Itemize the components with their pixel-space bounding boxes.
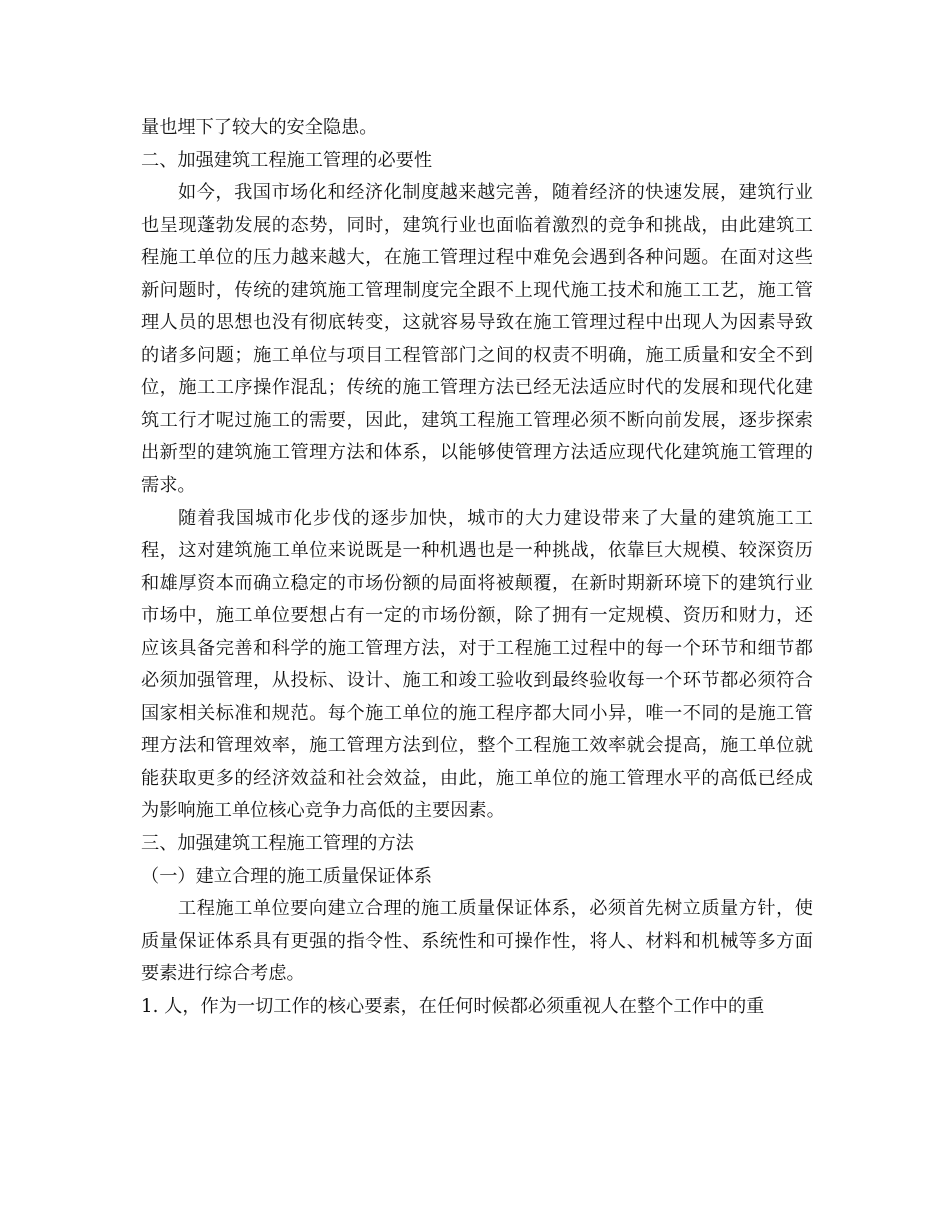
paragraph-continuation: 量也埋下了较大的安全隐患。: [141, 117, 378, 138]
section-heading-3: 三、加强建筑工程施工管理的方法: [141, 833, 414, 855]
paragraph-necessity-2: 随着我国城市化步伐的逐步加快，城市的大力建设带来了大量的建筑施工工程，这对建筑施工单位来说既是一种机遇也是一种挑战，依靠巨大规模、较深资历和雄厚资本而确立稳定的市场份额的局面将被颠覆，在新时期新环境下的建筑行业市场中，施工单位要想占有一定的市场份额，除了拥有一定规模、资历和财力，还应该具备完善和科学的施工管理方法，对于工程施工过程中的每一个环节和细节都必须加强管理，从投标、设计、施工和竣工验收到最终验收每一个环节都必须符合国家相关标准和规范。每个施工单位的施工程序都大同小异，唯一不同的是施工管理方法和管理效率，施工管理方法到位，整个工程施工效率就会提高，施工单位就能获取更多的经济效益和社会效益，由此，施工单位的施工管理水平的高低已经成为影响施工单位核心竞争力高低的主要因素。: [141, 507, 813, 822]
numbered-item-1: 1. 人，作为一切工作的核心要素，在任何时候都必须重视人在整个工作中的重: [141, 995, 765, 1017]
paragraph-necessity-1: 如今，我国市场化和经济化制度越来越完善，随着经济的快速发展，建筑行业也呈现蓬勃发展的态势，同时，建筑行业也面临着激烈的竞争和挑战，由此建筑工程施工单位的压力越来越大，在施工管理过程中难免会遇到各种问题。在面对这些新问题时，传统的建筑施工管理制度完全跟不上现代施工技术和施工工艺，施工管理人员的思想也没有彻底转变，这就容易导致在施工管理过程中出现人为因素导致的诸多问题；施工单位与项目工程管部门之间的权责不明确，施工质量和安全不到位，施工工序操作混乱；传统的施工管理方法已经无法适应时代的发展和现代化建筑工行才呢过施工的需要，因此，建筑工程施工管理必须不断向前发展，逐步探索出新型的建筑施工管理方法和体系，以能够使管理方法适应现代化建筑施工管理的需求。: [141, 182, 813, 497]
section-heading-2: 二、加强建筑工程施工管理的必要性: [141, 149, 433, 171]
subsection-heading-1: （一）建立合理的施工质量保证体系: [141, 865, 433, 887]
document-body: [141, 112, 813, 1023]
paragraph-quality-system: 工程施工单位要向建立合理的施工质量保证体系，必须首先树立质量方针，使质量保证体系具有更强的指令性、系统性和可操作性，将人、材料和机械等多方面要素进行综合考虑。: [141, 898, 813, 985]
